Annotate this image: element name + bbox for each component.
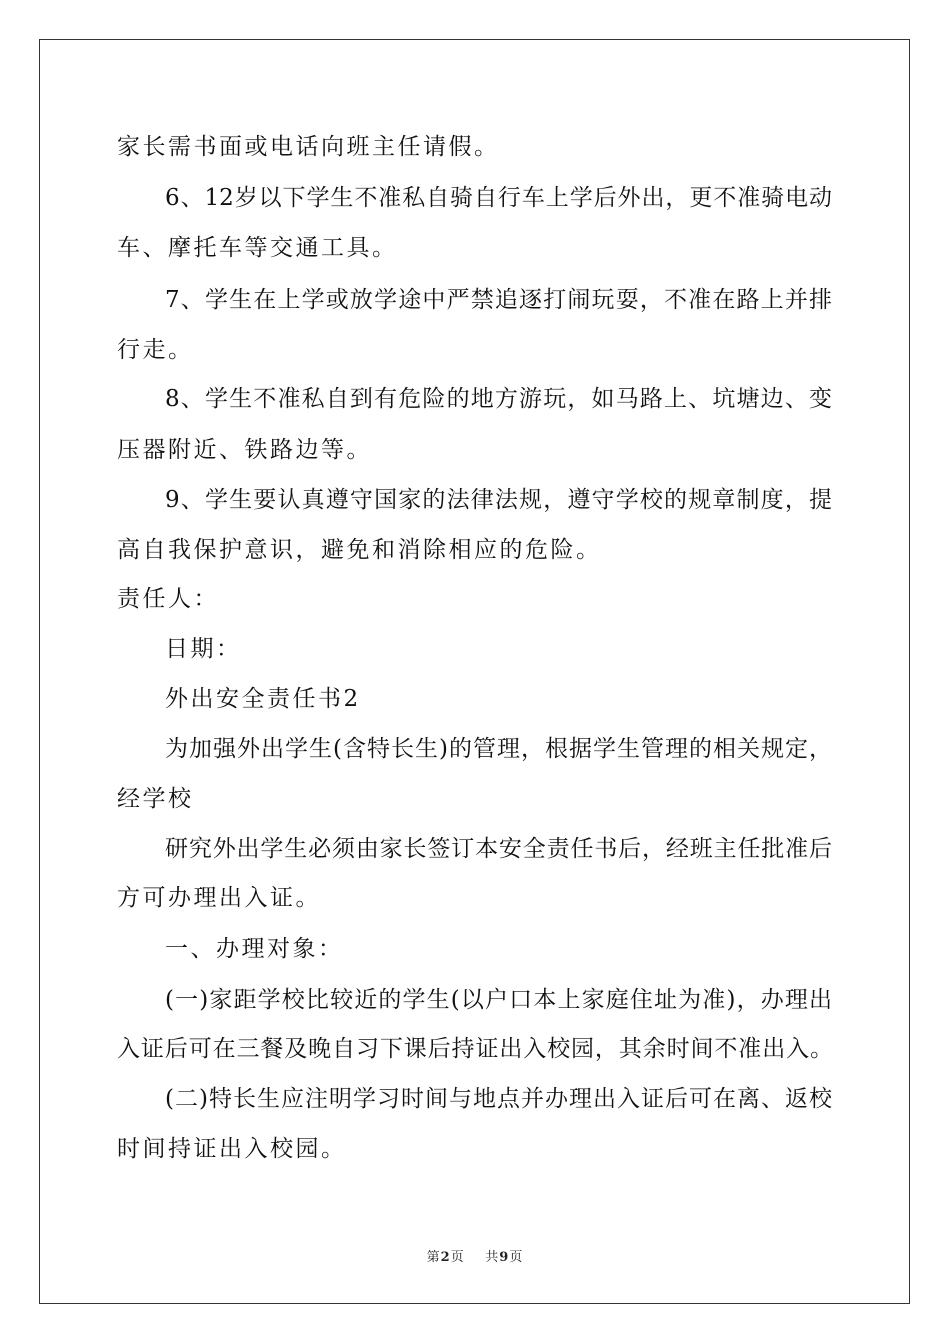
page-footer — [0, 1246, 950, 1265]
text-line: 行走。 — [117, 337, 194, 363]
total-label-suffix: 页 — [509, 1250, 524, 1265]
text-line: 责任人： — [117, 586, 219, 612]
text-line: 为加强外出学生(含特长生)的管理，根据学生管理的相关规定， — [165, 736, 832, 762]
text-line: 7、学生在上学或放学途中严禁追逐打闹玩耍，不准在路上并排 — [165, 287, 832, 313]
text-line: 高自我保护意识，避免和消除相应的危险。 — [117, 537, 602, 563]
text-line: 压器附近、铁路边等。 — [117, 437, 372, 463]
text-line: 时间持证出入校园。 — [117, 1136, 347, 1162]
text-line: 经学校 — [117, 786, 194, 812]
text-line: 研究外出学生必须由家长签订本安全责任书后，经班主任批准后 — [165, 836, 832, 862]
page-border — [39, 39, 910, 1304]
text-line: 9、学生要认真遵守国家的法律法规，遵守学校的规章制度，提 — [165, 487, 832, 513]
text-line: (一)家距学校比较近的学生(以户口本上家庭住址为准)，办理出 — [165, 987, 832, 1013]
text-line: 方可办理出入证。 — [117, 885, 321, 911]
text-line: 车、摩托车等交通工具。 — [117, 235, 398, 261]
total-label-prefix: 共 — [485, 1250, 500, 1265]
page-label-prefix: 第 — [426, 1250, 441, 1265]
text-line: 入证后可在三餐及晚自习下课后持证出入校园，其余时间不准出入。 — [117, 1036, 833, 1062]
text-line: 外出安全责任书2 — [165, 686, 361, 712]
page-number: 2 — [440, 1250, 451, 1265]
text-line: 家长需书面或电话向班主任请假。 — [117, 134, 500, 160]
text-line: (二)特长生应注明学习时间与地点并办理出入证后可在离、返校 — [165, 1086, 832, 1112]
text-line: 日期： — [165, 636, 242, 662]
page-label-suffix: 页 — [450, 1250, 465, 1265]
text-line: 8、学生不准私自到有危险的地方游玩，如马路上、坑塘边、变 — [165, 386, 832, 412]
total-pages: 9 — [499, 1250, 510, 1265]
text-line: 一、办理对象： — [165, 936, 344, 962]
text-line: 6、12岁以下学生不准私自骑自行车上学后外出，更不准骑电动 — [165, 185, 832, 211]
